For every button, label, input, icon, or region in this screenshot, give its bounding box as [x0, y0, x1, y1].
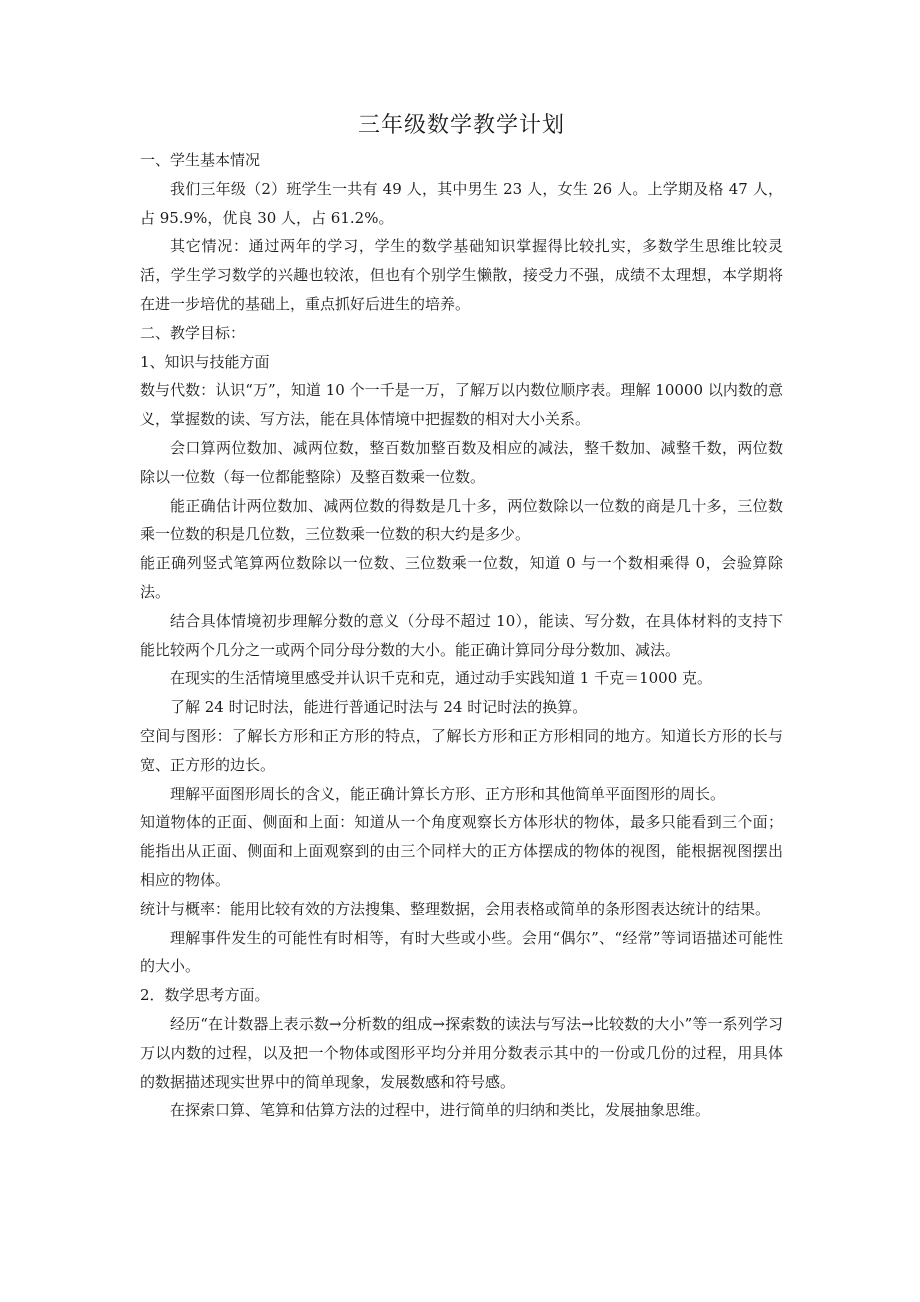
paragraph: 一、学生基本情况: [140, 151, 261, 169]
paragraph: 会口算两位数加、减两位数，整百数加整百数及相应的减法，整千数加、减整千数，两位数除以一位数（每一位都能整除）及整百数乘一位数。: [140, 438, 783, 486]
paragraph: 2．数学思考方面。: [140, 986, 270, 1005]
paragraph: 统计与概率：能用比较有效的方法搜集、整理数据，会用表格或简单的条形图表达统计的结果。: [140, 899, 771, 918]
paragraph: 在现实的生活情境里感受并认识千克和克，通过动手实践知道 1 千克＝1000 克。: [170, 669, 713, 688]
document-page: [140, 108, 783, 1125]
paragraph: 能正确估计两位数加、减两位数的得数是几十多，两位数除以一位数的商是几十多，三位数乘一位数的积是几位数，三位数乘一位数的积大约是多少。: [140, 496, 783, 544]
paragraph: 经历“在计数器上表示数→分析数的组成→探索数的读法与写法→比较数的大小”等一系列学习万以内数的过程，以及把一个物体或图形平均分并用分数表示其中的一份或几份的过程，用具体的数据描述现实世界中的简单现象，发展数感和符号感。: [140, 1014, 783, 1091]
paragraph: 理解平面图形周长的含义，能正确计算长方形、正方形和其他简单平面图形的周长。: [170, 784, 726, 803]
paragraph: 在探索口算、笔算和估算方法的过程中，进行简单的归纳和类比，发展抽象思维。: [170, 1101, 711, 1120]
document-title: 三年级数学教学计划: [357, 113, 565, 138]
document-body: [140, 146, 783, 1125]
paragraph: 结合具体情境初步理解分数的意义（分母不超过 10），能读、写分数，在具体材料的支持下能比较两个几分之一或两个同分母分数的大小。能正确计算同分母分数加、减法。: [140, 611, 783, 659]
paragraph: 了解 24 时记时法，能进行普通记时法与 24 时记时法的换算。: [170, 698, 588, 717]
paragraph: 我们三年级（2）班学生一共有 49 人，其中男生 23 人，女生 26 人。上学期及格 47 人，占 95.9%，优良 30 人，占 61.2%。: [140, 179, 783, 227]
paragraph: 其它情况：通过两年的学习，学生的数学基础知识掌握得比较扎实，多数学生思维比较灵活，学生学习数学的兴趣也较浓，但也有个别学生懒散，接受力不强，成绩不太理想，本学期将在进一步培优的基础上，重点抓好后进生的培养。: [140, 237, 783, 313]
paragraph: 理解事件发生的可能性有时相等，有时大些或小些。会用“偶尔”、“经常”等词语描述可能性的大小。: [140, 928, 783, 976]
paragraph: 空间与图形：了解长方形和正方形的特点，了解长方形和正方形相同的地方。知道长方形的长与宽、正方形的边长。: [140, 726, 783, 774]
paragraph: 二、教学目标：: [140, 323, 246, 342]
paragraph: 能正确列竖式笔算两位数除以一位数、三位数乘一位数，知道 0 与一个数相乘得 0，会验算除法。: [140, 554, 783, 601]
paragraph: 数与代数：认识“万”，知道 10 个一千是一万，了解万以内数位顺序表。理解 10000 以内数的意义，掌握数的读、写方法，能在具体情境中把握数的相对大小关系。: [140, 381, 783, 429]
paragraph: 知道物体的正面、侧面和上面：知道从一个角度观察长方体形状的物体，最多只能看到三个面；能指出从正面、侧面和上面观察到的由三个同样大的正方体摆成的物体的视图，能根据视图摆出相应的物体。: [140, 813, 783, 889]
paragraph: 1、知识与技能方面: [140, 352, 270, 371]
